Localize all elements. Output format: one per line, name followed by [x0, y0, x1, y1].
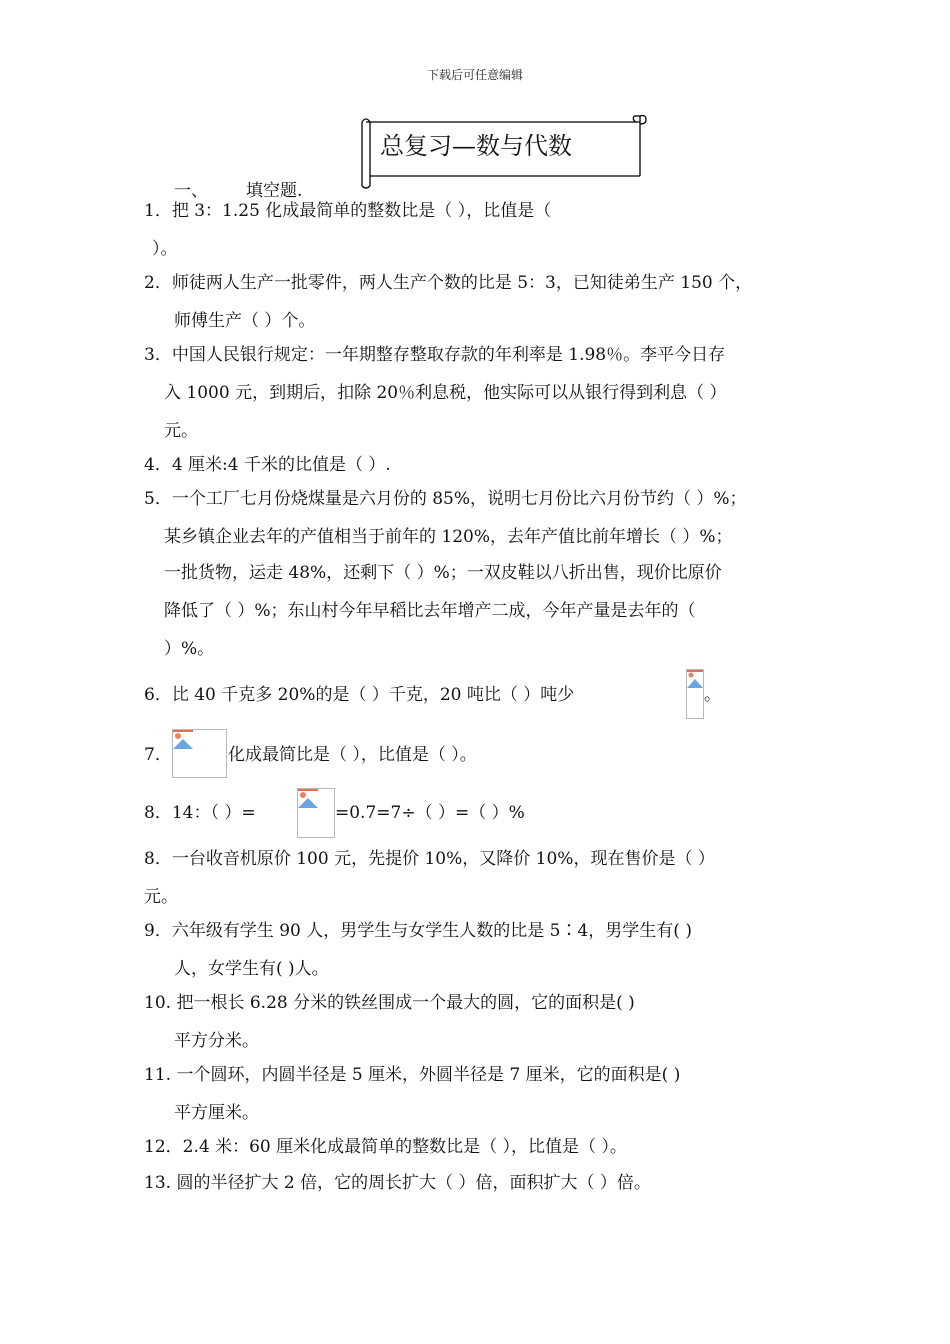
question-6-end: 。 — [704, 685, 721, 705]
question-5-line-1: 5．一个工厂七月份烧煤量是六月份的 85%，说明七月份比六月份节约（ ）%； — [144, 489, 747, 509]
question-13: 13. 圆的半径扩大 2 倍，它的周长扩大（ ）倍，面积扩大（ ）倍。 — [144, 1173, 651, 1193]
question-5-line-4: 降低了（ ）%；东山村今年早稻比去年增产二成，今年产量是去年的（ — [164, 601, 696, 621]
question-11-line-2: 平方厘米。 — [174, 1103, 259, 1123]
question-8a-end: =0.7=7÷（ ）=（ ）% — [335, 803, 525, 823]
question-6-text: 6．比 40 千克多 20%的是（ ）千克，20 吨比（ ）吨少 — [144, 685, 575, 705]
question-5-line-3: 一批货物，运走 48%，还剩下（ ）%；一双皮鞋以八折出售，现价比原价 — [164, 563, 722, 583]
fraction-image-placeholder — [172, 729, 227, 778]
fraction-image-placeholder — [686, 669, 704, 719]
page-header: 下载后可任意编辑 — [426, 68, 523, 82]
question-10-line-1: 10. 把一根长 6.28 分米的铁丝围成一个最大的圆，它的面积是( ) — [144, 993, 635, 1013]
question-9-line-2: 人，女学生有( )人。 — [174, 959, 329, 979]
section-label: 填空题. — [246, 181, 303, 201]
question-8b-line-1: 8．一台收音机原价 100 元，先提价 10%，又降价 10%，现在售价是（ ） — [144, 849, 715, 869]
question-8a-start: 8．14：（ ）= — [144, 803, 256, 823]
question-11-line-1: 11. 一个圆环，内圆半径是 5 厘米，外圆半径是 7 厘米，它的面积是( ) — [144, 1065, 681, 1085]
question-3-line-1: 3．中国人民银行规定：一年期整存整取存款的年利率是 1.98％。李平今日存 — [144, 345, 726, 365]
question-3-line-3: 元。 — [164, 421, 198, 441]
question-4: 4．4 厘米:4 千米的比值是（ ）. — [144, 455, 391, 475]
question-7-number: 7． — [144, 745, 172, 765]
question-5-line-5: ）%。 — [164, 639, 215, 659]
question-9-line-1: 9．六年级有学生 90 人，男学生与女学生人数的比是 5∶4，男学生有( ) — [144, 921, 692, 941]
question-12: 12．2.4 米：60 厘米化成最简单的整数比是（ ），比值是（ ）。 — [144, 1137, 627, 1157]
question-2-line-1: 2．师徒两人生产一批零件，两人生产个数的比是 5：3，已知徒弟生产 150 个， — [144, 273, 753, 293]
question-5-line-2: 某乡镇企业去年的产值相当于前年的 120%，去年产值比前年增长（ ）%； — [164, 527, 733, 547]
question-7-text: 化成最简比是（ ），比值是（ ）。 — [228, 745, 477, 765]
page-title: 总复习—数与代数 — [380, 132, 572, 160]
question-8b-line-2: 元。 — [144, 887, 178, 907]
section-number: 一、 — [174, 181, 208, 201]
question-10-line-2: 平方分米。 — [174, 1031, 259, 1051]
fraction-image-placeholder — [297, 788, 335, 838]
question-3-line-2: 入 1000 元，到期后，扣除 20％利息税，他实际可以从银行得到利息（ ） — [164, 383, 727, 403]
question-2-line-2: 师傅生产（ ）个。 — [174, 311, 316, 331]
question-1-line-1: 1．把 3：1.25 化成最简单的整数比是（ ），比值是（ — [144, 201, 552, 221]
question-1-line-2: ）。 — [152, 239, 178, 259]
